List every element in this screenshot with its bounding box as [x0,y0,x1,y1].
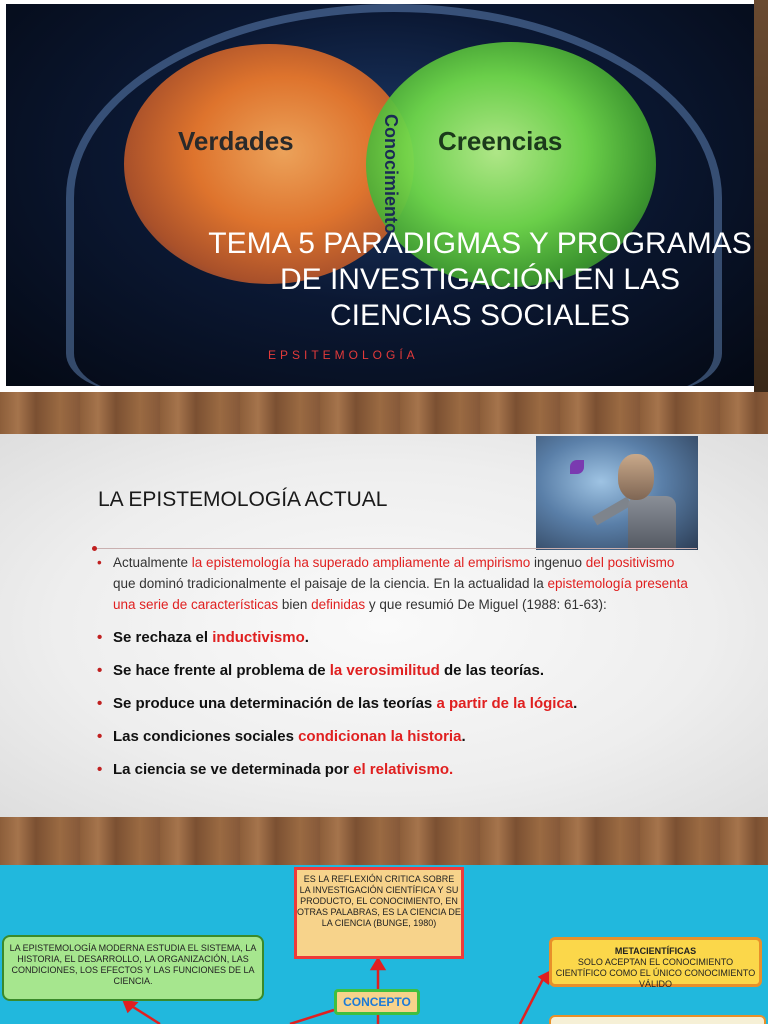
robot-head [618,454,654,500]
intro-highlight-3: epistemología presenta una serie de características [113,576,688,612]
list-item [97,726,697,747]
metascientific-body: SOLO ACEPTAN EL CONOCIMIENTO CIENTÍFICO COMO EL ÚNICO CONOCIMIENTO VÁLIDO [555,957,756,989]
content-slide [0,434,768,817]
definition-box: ES LA REFLEXIÓN CRITICA SOBRE LA INVESTIGACIÓN CIENTÍFICA Y SU PRODUCTO, EL CONOCIMIENTO, EN OTRAS PALABRAS, ES LA CIENCIA DE LA CIENCIA (BUNGE, 1980) [294,867,464,959]
concept-map-slide [0,865,768,1024]
brain-center-label: Conocimiento [381,114,401,234]
intro-text-4: bien [278,597,312,612]
title-divider [92,548,697,549]
bullet-end: . [573,695,578,712]
lower-right-box [549,1015,766,1024]
intro-paragraph [97,552,697,615]
bullet-highlight: a partir de la lógica [436,695,574,712]
robot-arm [592,497,632,526]
intro-highlight-2: del positivismo [585,555,675,570]
butterfly-icon [570,460,584,474]
metascientific-title: METACIENTÍFICAS [614,946,697,956]
list-item [97,693,697,714]
bullet-text: Se rechaza el [113,629,213,646]
intro-text-1: Actualmente [113,555,192,570]
arrow-to-meta-box [520,975,545,1024]
concept-node: CONCEPTO [334,989,420,1015]
bullet-end: . [461,728,466,745]
bullet-text: Las condiciones sociales [113,728,299,745]
bullet-text: Se produce una determinación de las teorías [113,695,437,712]
brain-cover-image [6,4,754,386]
list-item [97,759,697,780]
intro-text-2: ingenuo [530,555,586,570]
title-slide [0,0,768,392]
intro-highlight-4: definidas [311,597,366,612]
arrow-to-left [290,1010,334,1024]
bullet-text: La ciencia se ve determinada por [113,761,354,778]
bullet-highlight: condicionan la historia [298,728,462,745]
brain-left-label: Verdades [178,126,294,156]
bullet-text: Se hace frente al problema de [113,662,330,679]
bullet-highlight: el relativismo. [353,761,454,778]
slide-title: TEMA 5 PARADIGMAS Y PROGRAMAS DE INVESTIGACIÓN EN LAS CIENCIAS SOCIALES [208,227,752,332]
slide-subtitle: EPSITEMOLOGÍA [268,348,419,362]
modern-epistemology-box: LA EPISTEMOLOGÍA MODERNA ESTUDIA EL SISTEMA, LA HISTORIA, EL DESARROLLO, LA ORGANIZACIÓN, LAS CONDICIONES, LOS EFECTOS Y LAS FUNCIONES DE LA CIENCIA. [2,935,264,1001]
bullet-end: de las teorías. [439,662,545,679]
metascientific-box [549,937,762,987]
arrowhead [372,959,384,969]
bullet-end: . [304,629,309,646]
robot-illustration [536,436,698,550]
bullet-list [97,552,697,780]
intro-text-5: y que resumió De Miguel (1988: 61-63): [365,597,607,612]
bullet-highlight: la verosimilitud [329,662,440,679]
slide-edge [754,0,768,392]
brain-right-label: Creencias [438,126,563,156]
intro-text-3: que dominó tradicionalmente el paisaje de la ciencia. En la actualidad la [113,576,548,591]
wood-divider [0,817,768,865]
list-item [97,660,697,681]
section-title: LA EPISTEMOLOGÍA ACTUAL [98,488,388,511]
arrowhead [124,1001,136,1011]
wood-divider [0,392,768,434]
intro-highlight-1: la epistemología ha superado ampliamente al empirismo [191,555,531,570]
list-item [97,627,697,648]
arrow-left-box [130,1005,160,1024]
robot-body [628,496,676,550]
bullet-highlight: inductivismo [212,629,305,646]
